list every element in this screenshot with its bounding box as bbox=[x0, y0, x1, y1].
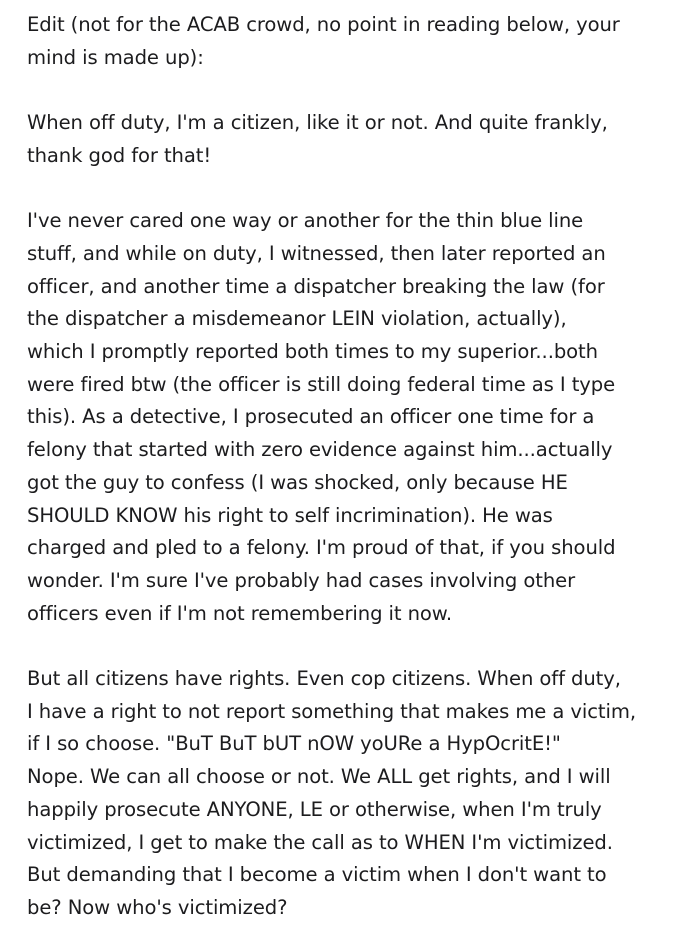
paragraph-edit-note bbox=[27, 9, 680, 74]
text-line: officer, and another time a dispatcher breaking the law (for bbox=[27, 274, 605, 298]
text-line: When off duty, I'm a citizen, like it or not. And quite frankly, bbox=[27, 111, 608, 135]
text-line: charged and pled to a felony. I'm proud of that, if you should bbox=[27, 536, 616, 560]
text-line: But all citizens have rights. Even cop citizens. When off duty, bbox=[27, 667, 621, 691]
paragraph-thin-blue-line bbox=[27, 205, 680, 630]
text-line: stuff, and while on duty, I witnessed, then later reported an bbox=[27, 241, 606, 265]
paragraph-citizens-rights bbox=[27, 663, 680, 925]
text-line: Edit (not for the ACAB crowd, no point in reading below, your bbox=[27, 13, 620, 36]
text-line: which I promptly reported both times to my superior...both bbox=[27, 340, 598, 363]
text-line: wonder. I'm sure I've probably had cases involving other bbox=[27, 568, 576, 592]
text-line: got the guy to confess (I was shocked, only because HE bbox=[27, 470, 568, 494]
text-line: victimized, I get to make the call as to WHEN I'm victimized. bbox=[27, 830, 613, 854]
paragraph-off-duty bbox=[27, 107, 680, 172]
text-line: thank god for that! bbox=[27, 143, 212, 167]
text-line: were fired btw (the officer is still doing federal time as I type bbox=[27, 372, 616, 396]
text-line: SHOULD KNOW his right to self incrimination). He was bbox=[27, 503, 553, 527]
text-line: mind is made up): bbox=[27, 45, 204, 69]
text-line: officers even if I'm not remembering it now. bbox=[27, 601, 453, 625]
text-line: this). As a detective, I prosecuted an officer one time for a bbox=[27, 405, 595, 429]
text-line: I have a right to not report something that makes me a victim, bbox=[27, 699, 636, 723]
text-line: happily prosecute ANYONE, LE or otherwise, when I'm truly bbox=[27, 797, 602, 821]
text-line: be? Now who's victimized? bbox=[27, 895, 288, 919]
text-line: if I so choose. "BuT BuT bUT nOW yoURe a HypOcritE!" bbox=[27, 732, 561, 756]
text-line: But demanding that I become a victim when I don't want to bbox=[27, 863, 607, 887]
text-line: Nope. We can all choose or not. We ALL get rights, and I will bbox=[27, 765, 611, 789]
text-line: felony that started with zero evidence against him...actually bbox=[27, 438, 613, 462]
text-line: I've never cared one way or another for the thin blue line bbox=[27, 209, 584, 233]
text-line: the dispatcher a misdemeanor LEIN violation, actually), bbox=[27, 307, 567, 331]
